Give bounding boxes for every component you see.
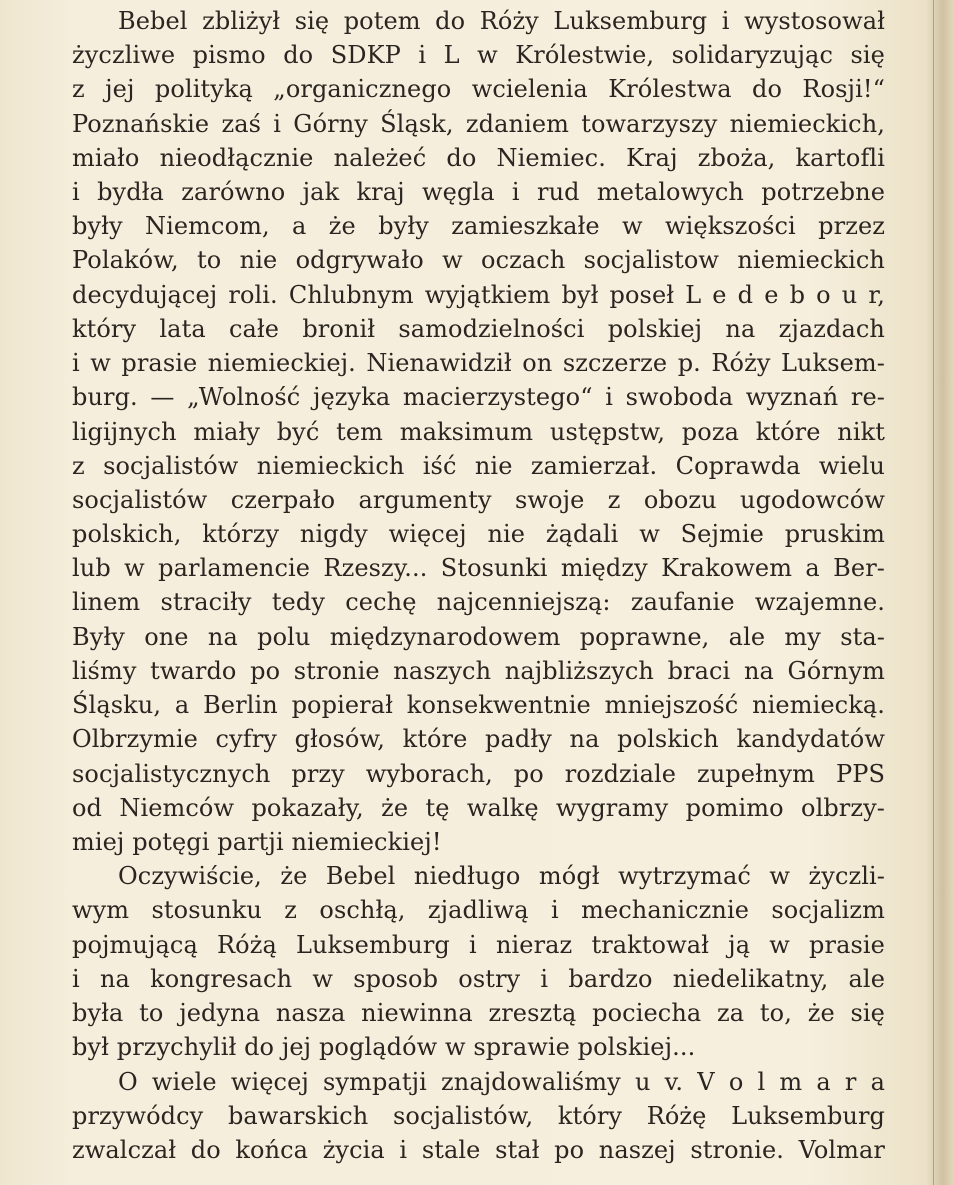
text-line-23: socjalistycznych przy wyborach, po rozdziale zupełnym PPS [72, 760, 885, 788]
text-line-25: miej potęgi partji niemieckiej! [72, 828, 442, 856]
text-line-27: wym stosunku z oschłą, zjadliwą i mechanicznie socjalizm [72, 896, 885, 924]
text-line-7: były Niemcom, a że były zamieszkałe w większości przez [72, 212, 885, 240]
text-line-12: burg. — „Wolność języka macierzystego“ i swoboda wyznań re- [72, 383, 885, 411]
text-line-8: Polaków, to nie odgrywało w oczach socjalistow niemieckich [72, 246, 885, 274]
text-line-9: decydującej roli. Chlubnym wyjątkiem był poseł L e d e b o u r, [72, 281, 885, 309]
text-line-2: życzliwe pismo do SDKP i L w Królestwie, solidaryzując się [72, 41, 885, 69]
text-line-30: była to jedyna nasza niewinna zresztą pociecha za to, że się [72, 999, 885, 1027]
text-line-5: miało nieodłącznie należeć do Niemiec. Kraj zboża, kartofli [72, 144, 885, 172]
text-line-22: Olbrzymie cyfry głosów, które padły na polskich kandydatów [72, 725, 885, 753]
text-line-26: Oczywiście, że Bebel niedługo mógł wytrzymać w życzli- [118, 862, 885, 890]
text-line-4: Poznańskie zaś i Górny Śląsk, zdaniem towarzyszy niemieckich, [72, 110, 885, 138]
text-line-11: i w prasie niemieckiej. Nienawidził on szczerze p. Róży Luksem- [72, 349, 885, 377]
text-line-15: socjalistów czerpało argumenty swoje z obozu ugodowców [72, 486, 885, 514]
text-line-18: linem straciły tedy cechę najcenniejszą: zaufanie wzajemne. [72, 588, 885, 616]
text-line-6: i bydła zarówno jak kraj węgla i rud metalowych potrzebne [72, 178, 885, 206]
text-line-1: Bebel zbliżył się potem do Róży Luksemburg i wystosował [118, 7, 885, 35]
text-line-32: O wiele więcej sympatji znajdowaliśmy u v. V o l m a r a [118, 1068, 885, 1096]
text-line-10: który lata całe bronił samodzielności polskiej na zjazdach [72, 315, 885, 343]
text-line-29: i na kongresach w sposob ostry i bardzo niedelikatny, ale [72, 965, 885, 993]
text-line-17: lub w parlamencie Rzeszy... Stosunki między Krakowem a Ber- [72, 554, 885, 582]
text-line-21: Śląsku, a Berlin popierał konsekwentnie mniejszość niemiecką. [72, 691, 885, 719]
text-line-34: zwalczał do końca życia i stale stał po naszej stronie. Volmar [72, 1136, 885, 1164]
text-line-31: był przychylił do jej poglądów w sprawie polskiej... [72, 1033, 696, 1061]
text-line-20: liśmy twardo po stronie naszych najbliższych braci na Górnym [72, 657, 885, 685]
text-line-14: z socjalistów niemieckich iść nie zamierzał. Coprawda wielu [72, 452, 885, 480]
text-line-33: przywódcy bawarskich socjalistów, który Różę Luksemburg [72, 1102, 885, 1130]
text-line-24: od Niemców pokazały, że tę walkę wygramy pomimo olbrzy- [72, 794, 885, 822]
text-line-3: z jej polityką „organicznego wcielenia Królestwa do Rosji!“ [72, 75, 885, 103]
page-binding-edge [927, 0, 953, 1185]
text-line-13: ligijnych miały być tem maksimum ustępstw, poza które nikt [72, 418, 885, 446]
text-line-28: pojmującą Różą Luksemburg i nieraz traktował ją w prasie [72, 931, 885, 959]
text-line-16: polskich, którzy nigdy więcej nie żądali w Sejmie pruskim [72, 520, 885, 548]
text-line-19: Były one na polu międzynarodowem poprawne, ale my sta- [72, 623, 885, 651]
binding-shadow-line [933, 0, 934, 1185]
